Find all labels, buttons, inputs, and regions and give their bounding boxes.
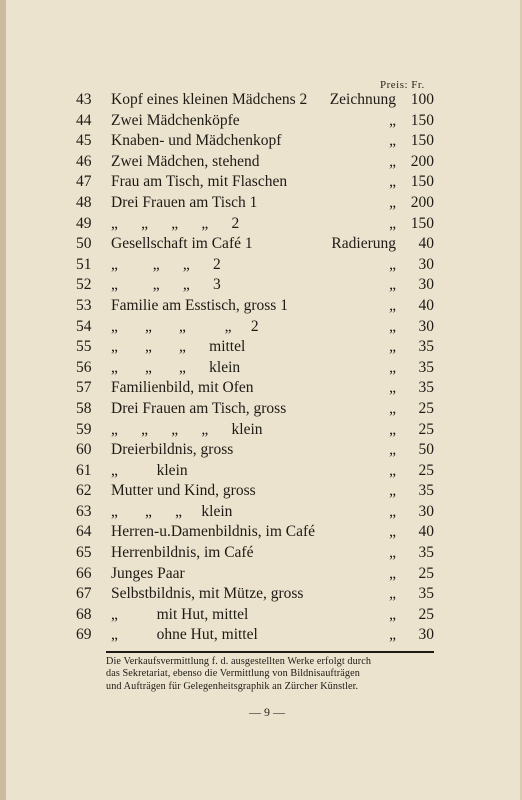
entry-number: 57	[76, 379, 92, 397]
entry-number: 68	[76, 605, 92, 623]
entry-technique: „	[389, 338, 396, 356]
entry-technique: „	[389, 544, 396, 562]
entry-technique: „	[389, 317, 396, 335]
sales-note-line: das Sekretariat, ebenso die Vermittlung von Bildnisaufträgen	[106, 668, 360, 680]
entry-price: 30	[418, 317, 434, 335]
entry-title: „ ohne Hut, mittel	[111, 626, 258, 644]
entry-technique: „	[389, 461, 396, 479]
entry-title: Familie am Esstisch, gross 1	[111, 296, 288, 314]
list-item	[6, 481, 522, 502]
entry-title: „ „ „ klein	[111, 358, 241, 376]
entry-title: „ „ „ 3	[111, 276, 221, 294]
entry-number: 60	[76, 441, 92, 459]
list-item	[6, 296, 522, 317]
entry-price: 35	[418, 379, 434, 397]
list-item	[6, 234, 522, 255]
list-item	[6, 605, 522, 626]
entry-number: 50	[76, 235, 92, 253]
entry-technique: „	[389, 358, 396, 376]
list-item	[6, 193, 522, 214]
entry-number: 51	[76, 255, 92, 273]
entry-title: „ „ „ „ 2	[111, 317, 259, 335]
entry-technique: Radierung	[331, 235, 396, 253]
entry-technique: „	[389, 132, 396, 150]
entry-number: 61	[76, 461, 92, 479]
entry-price: 35	[418, 338, 434, 356]
entry-technique: „	[389, 111, 396, 129]
list-item	[6, 543, 522, 564]
list-item	[6, 420, 522, 441]
entry-title: Gesellschaft im Café 1	[111, 235, 253, 253]
list-item	[6, 378, 522, 399]
entry-price: 40	[418, 523, 434, 541]
entry-price: 200	[410, 193, 434, 211]
entry-title: Familienbild, mit Ofen	[111, 379, 254, 397]
list-item	[6, 358, 522, 379]
entry-number: 45	[76, 132, 92, 150]
list-item	[6, 172, 522, 193]
entry-technique: „	[389, 399, 396, 417]
list-item	[6, 317, 522, 338]
entry-number: 64	[76, 523, 92, 541]
entry-title: Drei Frauen am Tisch 1	[111, 193, 258, 211]
entry-technique: „	[389, 173, 396, 191]
entry-title: Zwei Mädchenköpfe	[111, 111, 240, 129]
entry-technique: „	[389, 502, 396, 520]
entry-technique: „	[389, 296, 396, 314]
entry-technique: „	[389, 276, 396, 294]
page-number: — 9 —	[249, 705, 285, 719]
entry-number: 66	[76, 564, 92, 582]
entry-technique: Zeichnung	[329, 91, 396, 108]
entry-title: „ „ „ mittel	[111, 338, 246, 356]
entry-number: 56	[76, 358, 92, 376]
entry-number: 52	[76, 276, 92, 294]
entry-price: 25	[418, 399, 434, 417]
entry-price: 25	[418, 420, 434, 438]
sales-note-line: Die Verkaufsvermittlung f. d. ausgestellten Werke erfolgt durch	[106, 656, 372, 667]
entry-price: 35	[418, 585, 434, 603]
list-item	[6, 275, 522, 296]
entry-title: „ klein	[111, 461, 188, 479]
entry-technique: „	[389, 482, 396, 500]
entry-title: „ mit Hut, mittel	[111, 605, 249, 623]
entry-title: Dreierbildnis, gross	[111, 441, 234, 459]
entry-price: 25	[418, 564, 434, 582]
entry-technique: „	[389, 441, 396, 459]
entry-title: Selbstbildnis, mit Mütze, gross	[111, 585, 304, 603]
entry-technique: „	[389, 585, 396, 603]
list-item	[6, 214, 522, 235]
entry-title: Kopf eines kleinen Mädchens 2	[111, 91, 308, 108]
divider-rule	[106, 651, 434, 653]
entry-price: 40	[418, 296, 434, 314]
entry-title: Herren-u.Damenbildnis, im Café	[111, 523, 316, 541]
entry-price: 35	[418, 482, 434, 500]
entry-technique: „	[389, 255, 396, 273]
entry-price: 150	[410, 173, 434, 191]
entry-price: 50	[418, 441, 434, 459]
entry-number: 48	[76, 193, 92, 211]
list-item	[6, 337, 522, 358]
list-item	[6, 625, 522, 646]
list-item	[6, 152, 522, 173]
entry-number: 63	[76, 502, 92, 520]
entry-number: 67	[76, 585, 92, 603]
entry-price: 150	[410, 132, 434, 150]
entry-title: Zwei Mädchen, stehend	[111, 152, 260, 170]
entry-price: 30	[418, 276, 434, 294]
entry-price: 35	[418, 544, 434, 562]
entry-technique: „	[389, 420, 396, 438]
entry-price: 40	[418, 235, 434, 253]
entry-price: 150	[410, 214, 434, 232]
entry-price: 35	[418, 358, 434, 376]
list-item	[6, 131, 522, 152]
entry-price: 25	[418, 461, 434, 479]
entry-title: „ „ „ 2	[111, 255, 221, 273]
list-item	[6, 522, 522, 543]
entry-number: 53	[76, 296, 92, 314]
entry-price: 30	[418, 255, 434, 273]
entry-technique: „	[389, 523, 396, 541]
entry-title: Herrenbildnis, im Café	[111, 544, 254, 562]
entry-number: 65	[76, 544, 92, 562]
entry-price: 150	[410, 111, 434, 129]
entry-title: Mutter und Kind, gross	[111, 482, 256, 500]
list-item	[6, 461, 522, 482]
list-item	[6, 255, 522, 276]
entry-number: 44	[76, 111, 92, 129]
entry-number: 54	[76, 317, 92, 335]
list-item	[6, 440, 522, 461]
list-item	[6, 111, 522, 132]
entry-number: 59	[76, 420, 92, 438]
entry-number: 47	[76, 173, 92, 191]
entry-number: 46	[76, 152, 92, 170]
entry-price: 25	[418, 605, 434, 623]
entry-title: Knaben- und Mädchenkopf	[111, 132, 282, 150]
entry-technique: „	[389, 564, 396, 582]
entry-number: 62	[76, 482, 92, 500]
entry-number: 43	[76, 91, 92, 108]
list-item	[6, 502, 522, 523]
sales-note	[106, 656, 436, 693]
entry-technique: „	[389, 193, 396, 211]
entry-price: 30	[418, 502, 434, 520]
list-item	[6, 399, 522, 420]
entry-number: 55	[76, 338, 92, 356]
list-item	[6, 584, 522, 605]
entry-price: 200	[410, 152, 434, 170]
entry-number: 49	[76, 214, 92, 232]
entry-technique: „	[389, 605, 396, 623]
entry-price: 100	[410, 91, 434, 108]
price-column-header: Preis: Fr.	[380, 79, 425, 91]
entry-number: 69	[76, 626, 92, 644]
entry-technique: „	[389, 214, 396, 232]
list-item	[6, 564, 522, 585]
entry-technique: „	[389, 379, 396, 397]
entry-title: „ „ „ „ klein	[111, 420, 263, 438]
entry-title: Junges Paar	[111, 564, 185, 582]
sales-note-line: und Aufträgen für Gelegenheitsgraphik an Zürcher Künstler.	[106, 680, 359, 692]
entry-title: Drei Frauen am Tisch, gross	[111, 399, 287, 417]
entry-title: „ „ „ „ 2	[111, 214, 240, 232]
entry-technique: „	[389, 626, 396, 644]
entry-title: Frau am Tisch, mit Flaschen	[111, 173, 288, 191]
entry-number: 58	[76, 399, 92, 417]
entry-technique: „	[389, 152, 396, 170]
entry-title: „ „ „ klein	[111, 502, 233, 520]
entries-list	[6, 90, 522, 646]
list-item	[6, 90, 522, 111]
entry-price: 30	[418, 626, 434, 644]
